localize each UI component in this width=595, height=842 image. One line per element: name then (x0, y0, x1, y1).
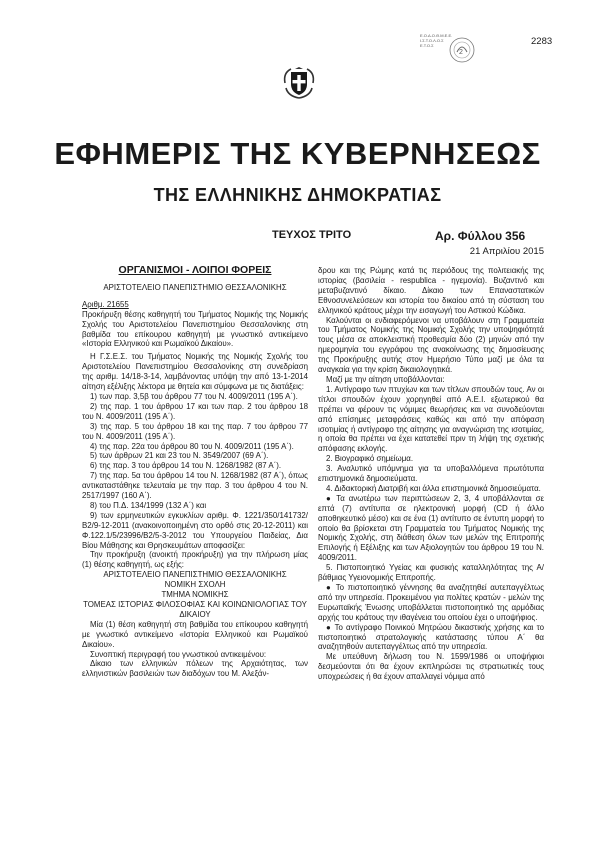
provision-item: 6) της παρ. 3 του άρθρου 14 του Ν. 1268/1982 (87 Α΄). (90, 461, 282, 471)
institution-line: ΤΟΜΕΑΣ ΙΣΤΟΡΙΑΣ ΦΙΛΟΣΟΦΙΑΣ ΚΑΙ ΚΟΙΝΩΝΙΟΛΟΓΙΑΣ ΤΟΥ ΔΙΚΑΙΟΥ (83, 600, 307, 619)
brief-continuation: δρου και της Ρώμης κατά τις περιόδους της πολιτειακής της ιστορίας (βασιλεία - respublica - ηγεμονία). Βυζαντινό και μεταβυζαντινό δίκαιο. Δίκαιο των Επαναστατικών Εθνοσυνελεύσεων και ιστορία του δικαίου από τη σύσταση του ελληνικού κράτους μέχρι την εισαγωγή του Αστικού Κώδικα. (318, 266, 544, 315)
issue-date: 21 Απριλίου 2015 (469, 246, 544, 257)
institution-line: ΤΜΗΜΑ ΝΟΜΙΚΗΣ (161, 590, 229, 600)
brief-description: Δίκαιο των ελληνικών πόλεων της Αρχαιότητας, των ελληνιστικών βασιλειών των διαδόχων του Μ. Αλεξάν- (82, 659, 308, 679)
provision-item: 1) των παρ. 3,5β του άρθρου 77 του Ν. 4009/2011 (195 Α΄). (90, 391, 298, 401)
institution-line: ΑΡΙΣΤΟΤΕΛΕΙΟ ΠΑΝΕΠΙΣΤΗΜΙΟ ΘΕΣΣΑΛΟΝΙΚΗΣ (103, 570, 287, 580)
decision-ref: Αριθμ. 21655 (82, 299, 129, 309)
documents-label: Μαζί με την αίτηση υποβάλλονται: (326, 374, 445, 384)
provision-item: 2) της παρ. 1 του άρθρου 17 και των παρ. 2 του άρθρου 18 του Ν. 4009/2011 (195 Α΄). (82, 401, 308, 421)
decision-intro: Η Γ.Σ.Ε.Σ. του Τμήματος Νομικής της Νομικής Σχολής του Αριστοτελείου Πανεπιστημίου Θεσσαλονίκης στη συνεδρίαση της αριθμ. 14/18-3-14, λαμβάνοντας υπόψη την από 13-1-2014 αίτηση εξέλιξης λέκτορα με θητεία και σύμφωνα με τις διατάξεις: (82, 352, 308, 392)
gazette-subtitle: ΤΗΣ ΕΛΛΗΝΙΚΗΣ ΔΗΜΟΚΡΑΤΙΑΣ (153, 185, 442, 205)
bullet-note: ● Το αντίγραφο Ποινικού Μητρώου δικαστικής χρήσης και το πιστοποιητικό στρατολογικής κατάστασης τύπου Α΄ θα αναζητηθούν αυτεπαγγέλτως από την υπηρεσία. (318, 622, 544, 652)
closing-paragraph: Με υπεύθυνη δήλωση του Ν. 1599/1986 οι υποψήφιοι δεσμεύονται ότι θα έχουν εκπληρώσει τις στρατιωτικές τους υποχρεώσεις ή θα έχουν απαλλαγεί νόμιμα από (318, 652, 544, 682)
sheet-label: Αρ. Φύλλου (435, 229, 503, 243)
greek-coat-of-arms-icon (282, 66, 316, 100)
brief-label: Συνοπτική περιγραφή του γνωστικού αντικειμένου: (90, 649, 267, 659)
issue-label: ΤΕΥΧΟΣ ΤΡΙΤΟ (272, 229, 352, 241)
document-item: 4. Διδακτορική Διατριβή και άλλα επιστημονικά δημοσιεύματα. (326, 483, 541, 493)
document-item: 3. Αναλυτικό υπόμνημα για τα υποβαλλόμενα πρωτότυπα επιστημονικά δημοσιεύματα. (318, 464, 544, 484)
application-invite: Καλούνται οι ενδιαφερόμενοι να υποβάλουν στη Γραμματεία του Τμήματος Νομικής της Νομικής Σχολής την υποψηφιότητά τους μέσα σε αποκλειστική προθεσμία δύο (2) μηνών από την ημερομηνία του εγγράφου της ανακοίνωσης της δημοσίευσης της Προκήρυξης αυτής στον Ημερήσιο Τύπο μαζί με όλα τα αναγκαία για την κρίση δικαιολογητικά. (318, 315, 544, 375)
provision-item: 9) των ερμηνευτικών εγκυκλίων αριθμ. Φ. 1221/350/141732/Β2/9-12-2011 (ανακοινοποιημένη στο ορθό στις 20-12-2011) και Φ.122.1/5/23996/Β2/5-3-2012 του Υπουργείου Παιδείας, Δια Βίου Μάθησης και Θρησκευμάτων αποφασίζει: (82, 510, 308, 550)
sheet-value: 356 (505, 229, 526, 243)
provision-item: 3) της παρ. 5 του άρθρου 18 και της παρ. 7 του άρθρου 77 του Ν. 4009/2011 (195 Α΄). (82, 421, 308, 441)
gazette-title: ΕΦΗΜΕΡΙΣ ΤΗΣ ΚΥΒΕΡΝΗΣΕΩΣ (54, 136, 541, 171)
bullet-note: ● Το πιστοποιητικό γέννησης θα αναζητηθεί αυτεπαγγέλτως από την υπηρεσία. Προκειμένου για πολίτες κρατών - μελών της Ευρωπαϊκής Ένωσης υποβάλλεται πιστοποιητικό της αρμόδιας αρχής του κράτους την ιθαγένεια του οποίου έχει ο υποψήφιος. (318, 583, 544, 622)
section-title: ΟΡΓΑΝΙΣΜΟΙ - ΛΟΙΠΟΙ ΦΟΡΕΙΣ (118, 264, 272, 276)
right-column (318, 266, 544, 682)
document-item: 5. Πιστοποιητικό Υγείας και φυσικής καταλληλότητας της Α/βάθμιας Υγειονομικής Επιτροπής. (318, 563, 544, 583)
provision-item: 4) της παρ. 22α του άρθρου 80 του Ν. 4009/2011 (195 Α΄). (90, 441, 294, 451)
sheet-number (435, 229, 525, 243)
organization-name: ΑΡΙΣΤΟΤΕΛΕΙΟ ΠΑΝΕΠΙΣΤΗΜΙΟ ΘΕΣΣΑΛΟΝΙΚΗΣ (103, 282, 287, 292)
document-item: 1. Αντίγραφο των πτυχίων και των τίτλων σπουδών τους. Αν οι τίτλοι σπουδών έχουν χορηγηθεί από Α.Ε.Ι. εξωτερικού θα πρέπει να φέρουν τις νόμιμες θεωρήσεις και να συνοδεύονται από επίσημες μεταφράσεις καθώς και από την απόφαση ισοτιμίας ή αντίγραφο της αίτησης για αναγνώριση της ισοτιμίας, η οποία θα πρέπει να έχει κατατεθεί πριν τη λήψη της σχετικής απόφασης εκλογής. (318, 384, 544, 454)
document-item: 2. Βιογραφικό σημείωμα. (326, 454, 414, 464)
printing-office-seal-icon (448, 30, 478, 70)
position-description: Μία (1) θέση καθηγητή στη βαθμίδα του επίκουρου καθηγητή με γνωστικό αντικείμενο «Ιστορία Ελληνικού και Ρωμαϊκού Δικαίου». (82, 619, 308, 649)
seal-line: Ε.Ο.Δ.Ο.Θ.Μ.Ε.Ε. (420, 33, 453, 38)
bullet-note: ● Τα ανωτέρω των περιπτώσεων 2, 3, 4 υποβάλλονται σε επτά (7) αντίτυπα σε ηλεκτρονική μορφή (CD ή άλλο αποθηκευτικό μέσο) και σε ένα (1) αντίτυπο σε έντυπη μορφή το οποίο θα βρίσκεται στη Γραμματεία του Τμήματος Νομικής της Νομικής Σχολής, στη διάθεση όλων των μελών της Επιτροπής Επιλογής ή Εξέλιξης και των Αξιολογητών του άρθρου 19 του Ν. 4009/2011. (318, 493, 544, 563)
institution-line: ΝΟΜΙΚΗ ΣΧΟΛΗ (164, 580, 226, 590)
svg-text:2: 2 (459, 49, 463, 56)
seal-caption (420, 33, 453, 48)
decision-subject: Προκήρυξη θέσης καθηγητή του Τμήματος Νομικής της Νομικής Σχολής του Αριστοτελείου Πανεπιστημίου Θεσσαλονίκης στη βαθμίδα του επίκουρου καθηγητή με γνωστικό αντικείμενο «Ιστορία Ελληνικού και Ρωμαϊκού Δικαίου». (82, 309, 308, 349)
seal-line: Ε.Τ.Ο.Σ (420, 43, 434, 48)
seal-line: Ι.Σ.Τ.Ο.Λ.Ο.Σ (420, 38, 444, 43)
provision-item: 7) της παρ. 5α του άρθρου 14 του Ν. 1268/1982 (87 Α΄), όπως αντικαταστάθηκε τελευταία με την παρ. 3 του άρθρου 4 του Ν. 2517/1997 (160 Α΄). (82, 471, 308, 501)
left-column (82, 266, 308, 679)
provision-item: 5) των άρθρων 21 και 23 του Ν. 3549/2007 (69 Α΄). (90, 451, 269, 461)
provision-item: 8) του Π.Δ. 134/1999 (132 Α΄) και (90, 500, 207, 510)
decision-statement: Την προκήρυξη (ανοικτή προκήρυξη) για την πλήρωση μίας (1) θέσης καθηγητή, ως εξής: (82, 550, 308, 570)
page-number: 2283 (531, 36, 553, 47)
